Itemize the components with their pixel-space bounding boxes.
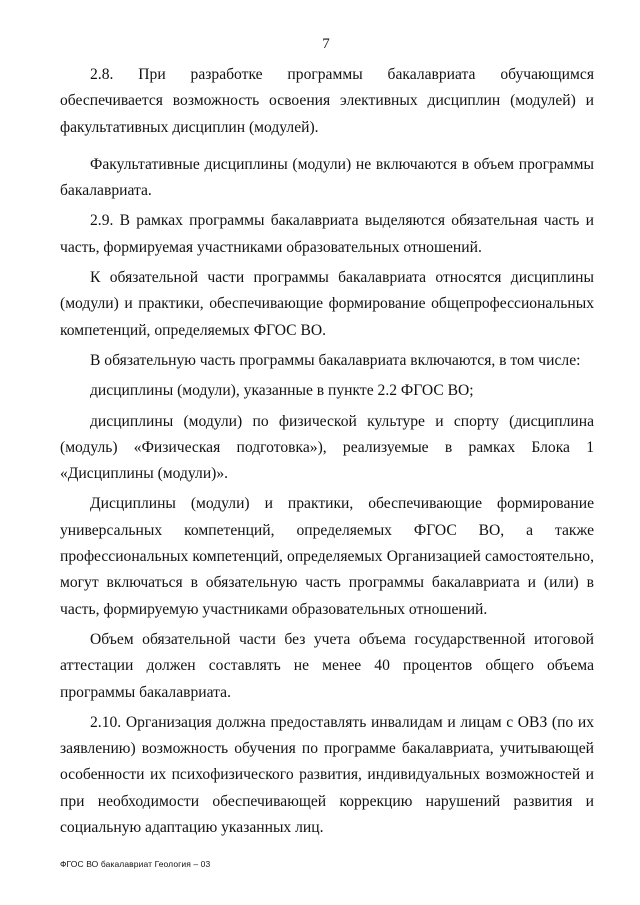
paragraph-volume: Объем обязательной части без учета объема государственной итоговой аттестации должен составлять не менее 40 процентов общего объема программы бакалавриата. [60, 630, 594, 701]
footer-text: ФГОС ВО бакалавриат Геология – 03 [60, 859, 211, 869]
paragraph-universal-competencies: Дисциплины (модули) и практики, обеспечивающие формирование универсальных компетенций, определяемых ФГОС ВО, а также профессиональных компетенций, определяемых Организацией самостоятельно, могут включаться в обязательную часть программы бакалавриата и (или) в часть, формируемую участниками образовательных отношений. [60, 495, 594, 618]
paragraph-mandatory-part: К обязательной части программы бакалавриата относятся дисциплины (модули) и практики, обеспечивающие формирование общепрофессиональных компетенций, определяемых ФГОС ВО. [60, 269, 594, 339]
paragraph-2-8: 2.8. При разработке программы бакалавриата обучающимся обеспечивается возможность освоения элективных дисциплин (модулей) и факультативных дисциплин (модулей). [60, 66, 594, 136]
document-body [60, 62, 594, 841]
paragraph-elective-note: Факультативные дисциплины (модули) не включаются в объем программы бакалавриата. [60, 155, 594, 200]
page-number: 7 [322, 36, 330, 52]
paragraph-2-10: 2.10. Организация должна предоставлять инвалидам и лицам с ОВЗ (по их заявлению) возможность обучения по программе бакалавриата, учитывающей особенности их психофизического развития, индивидуальных возможностей и при необходимости обеспечивающей коррекцию нарушений развития и социальную адаптацию указанных лиц. [60, 713, 594, 837]
paragraph-item-disciplines: дисциплины (модули), указанные в пункте 2.2 ФГОС ВО; [90, 382, 474, 400]
paragraph-mandatory-includes: В обязательную часть программы бакалавриата включаются, в том числе: [90, 351, 581, 369]
paragraph-2-9: 2.9. В рамках программы бакалавриата выделяются обязательная часть и часть, формируемая участниками образовательных отношений. [60, 212, 594, 256]
paragraph-item-physical: дисциплины (модули) по физической культуре и спорту (дисциплина (модуль) «Физическая подготовка»), реализуемые в рамках Блока 1 «Дисциплины (модули)». [60, 412, 594, 483]
